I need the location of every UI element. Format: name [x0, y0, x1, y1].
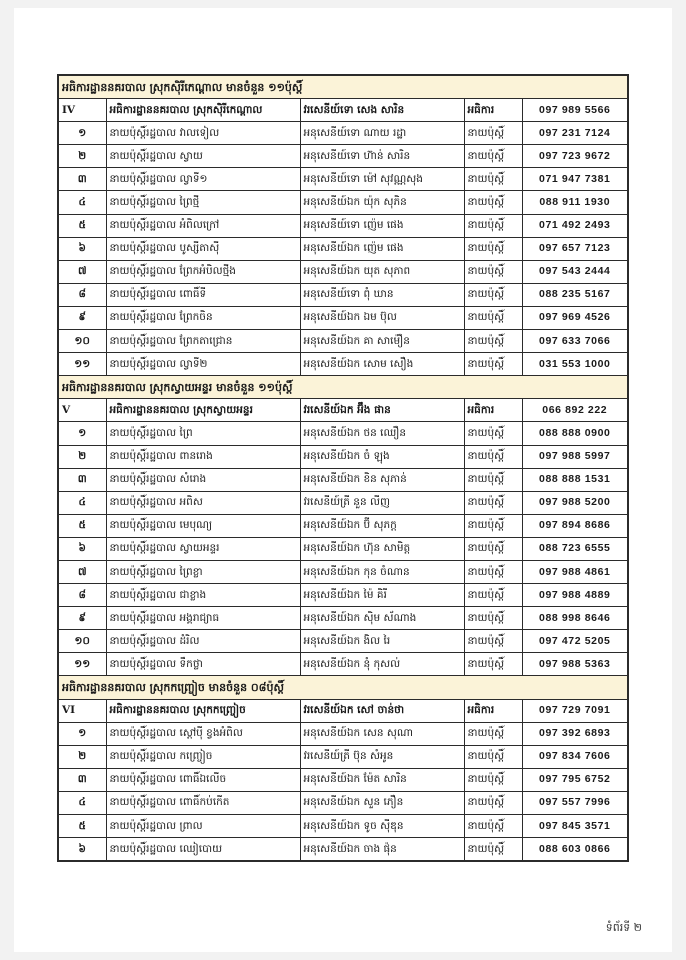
- officer-role: នាយប៉ុស្ដិ៍: [464, 537, 522, 560]
- table-row: [58, 722, 628, 745]
- unit-name: នាយប៉ុស្ដិ៍រដ្ឋបាល ព្រៃ: [106, 422, 300, 445]
- table-row: [58, 745, 628, 768]
- officer-name: អនុសេនីយ៍ឯក ម៉ៃ គិរី: [300, 584, 464, 607]
- officer-role: អធិការ: [464, 699, 522, 722]
- officer-name: វរសេនីយ៍ឯក អ៊ឹង ផាន: [300, 399, 464, 422]
- row-number: ៦: [58, 537, 106, 560]
- officer-role: នាយប៉ុស្ដិ៍: [464, 768, 522, 791]
- table-row: [58, 422, 628, 445]
- page-number: ទំព័រទី ២: [605, 921, 642, 934]
- row-number: ៥: [58, 514, 106, 537]
- unit-name: នាយប៉ុស្ដិ៍រដ្ឋបាល ព្រៃខ្លា: [106, 560, 300, 583]
- phone-number: 097 988 5200: [522, 491, 628, 514]
- phone-number: 097 723 9672: [522, 145, 628, 168]
- officer-role: នាយប៉ុស្ដិ៍: [464, 722, 522, 745]
- unit-name: នាយប៉ុស្ដិ៍រដ្ឋបាល វាលទៀល: [106, 122, 300, 145]
- unit-name: នាយប៉ុស្ដិ៍រដ្ឋបាល ល្វាទី១: [106, 168, 300, 191]
- row-number: ៤: [58, 191, 106, 214]
- officer-name: អនុសេនីយ៍ឯក កុន ចំណាន: [300, 560, 464, 583]
- officer-name: អនុសេនីយ៍ទោ ម៉ៅ សុវណ្ណសុង: [300, 168, 464, 191]
- officer-name: អនុសេនីយ៍ឯក ញ៉េម ផេង: [300, 237, 464, 260]
- officer-role: នាយប៉ុស្ដិ៍: [464, 260, 522, 283]
- unit-name: នាយប៉ុស្ដិ៍រដ្ឋបាល ព្រែកចិន: [106, 306, 300, 329]
- table-row: [58, 607, 628, 630]
- table-row: [58, 445, 628, 468]
- unit-name: នាយប៉ុស្ដិ៍រដ្ឋបាល អង្គរាជ្យាធ: [106, 607, 300, 630]
- table-row: [58, 815, 628, 838]
- unit-name: នាយប៉ុស្ដិ៍រដ្ឋបាល បូស្សីតាស៊ី: [106, 237, 300, 260]
- phone-number: 088 888 0900: [522, 422, 628, 445]
- officer-role: អធិការ: [464, 399, 522, 422]
- section-title: អធិការដ្ឋាននគរបាល ស្រុកស៊ិរីកេណ្ដាល មានចំនួន ១១ប៉ុស្ដិ៍: [58, 75, 628, 99]
- unit-name: នាយប៉ុស្ដិ៍រដ្ឋបាល ជាខ្លាង: [106, 584, 300, 607]
- officer-role: នាយប៉ុស្ដិ៍: [464, 306, 522, 329]
- officer-name: អនុសេនីយ៍ទោ ណាយ រដ្ឋា: [300, 122, 464, 145]
- unit-name: អធិការដ្ឋាននគរបាល ស្រុកកញ្ច្រៀច: [106, 699, 300, 722]
- officer-name: អនុសេនីយ៍ឯក សួន ភឿន: [300, 791, 464, 814]
- table-row: [58, 653, 628, 676]
- row-number: ៤: [58, 491, 106, 514]
- officer-name: អនុសេនីយ៍ទោ ហ៊ាន់ សារិន: [300, 145, 464, 168]
- unit-name: នាយប៉ុស្ដិ៍រដ្ឋបាល ពោធិ៍ឯលើច: [106, 768, 300, 791]
- table-row: [58, 330, 628, 353]
- unit-name: អធិការដ្ឋាននគរបាល ស្រុកស្វាយអន្ទរ: [106, 399, 300, 422]
- phone-number: 097 472 5205: [522, 630, 628, 653]
- officer-name: អនុសេនីយ៍ឯក នុំ កុសល់: [300, 653, 464, 676]
- unit-name: នាយប៉ុស្ដិ៍រដ្ឋបាល ស្ដៅប៉ី ខ្វងអំពិល: [106, 722, 300, 745]
- row-number: ៧: [58, 560, 106, 583]
- phone-number: 097 969 4526: [522, 306, 628, 329]
- phone-number: 097 988 5363: [522, 653, 628, 676]
- phone-number: 097 543 2444: [522, 260, 628, 283]
- officer-name: អនុសេនីយ៍ឯក ទូច ស៊ីឌុន: [300, 815, 464, 838]
- unit-name: នាយប៉ុស្ដិ៍រដ្ឋបាល ឈៀបោយ: [106, 838, 300, 862]
- table-row: [58, 630, 628, 653]
- section-number: IV: [58, 99, 106, 122]
- unit-name: នាយប៉ុស្ដិ៍រដ្ឋបាល ព្រៃថ្មី: [106, 191, 300, 214]
- row-number: ៣: [58, 168, 106, 191]
- table-row: [58, 237, 628, 260]
- officer-name: វរសេនីយ៍ទោ សេង សារិន: [300, 99, 464, 122]
- officer-name: អនុសេនីយ៍ឯក ឯម ប៊ុល: [300, 306, 464, 329]
- row-number: ៩: [58, 607, 106, 630]
- officer-role: នាយប៉ុស្ដិ៍: [464, 838, 522, 862]
- section-number: VI: [58, 699, 106, 722]
- unit-name: អធិការដ្ឋាននគរបាល ស្រុកស៊ិរីកេណ្ដាល: [106, 99, 300, 122]
- officer-name: អនុសេនីយ៍ឯក ប៊ី សុភក្ដ: [300, 514, 464, 537]
- row-number: ១១: [58, 653, 106, 676]
- officer-role: នាយប៉ុស្ដិ៍: [464, 745, 522, 768]
- unit-name: នាយប៉ុស្ដិ៍រដ្ឋបាល មេបុណ្យ: [106, 514, 300, 537]
- row-number: ៦: [58, 838, 106, 862]
- section-title-row: [58, 676, 628, 699]
- phone-number: 088 888 1531: [522, 468, 628, 491]
- unit-name: នាយប៉ុស្ដិ៍រដ្ឋបាល ស្វាយអន្ទរ: [106, 537, 300, 560]
- officer-role: នាយប៉ុស្ដិ៍: [464, 815, 522, 838]
- unit-name: នាយប៉ុស្ដិ៍រដ្ឋបាល អំពិលក្រៅ: [106, 214, 300, 237]
- officer-name: អនុសេនីយ៍ឯក សោម សឿង: [300, 353, 464, 376]
- section-title-row: [58, 75, 628, 99]
- police-directory-table: [57, 74, 629, 862]
- unit-name: នាយប៉ុស្ដិ៍រដ្ឋបាល ព្រែកតាជ្រោន: [106, 330, 300, 353]
- officer-name: អនុសេនីយ៍ឯក សេន សុណា: [300, 722, 464, 745]
- row-number: ៣: [58, 468, 106, 491]
- section-title: អធិការដ្ឋាននគរបាល ស្រុកស្វាយអន្ទរ មានចំនួន ១១ប៉ុស្ដិ៍: [58, 376, 628, 399]
- officer-name: អនុសេនីយ៍ឯក ស៊ិម ស័ណាង: [300, 607, 464, 630]
- officer-role: នាយប៉ុស្ដិ៍: [464, 191, 522, 214]
- phone-number: 088 603 0866: [522, 838, 628, 862]
- officer-name: អនុសេនីយ៍ឯក យុត សុភាព: [300, 260, 464, 283]
- phone-number: 097 988 4889: [522, 584, 628, 607]
- table-row: [58, 468, 628, 491]
- unit-name: នាយប៉ុស្ដិ៍រដ្ឋបាល ពានរោង: [106, 445, 300, 468]
- table-row: [58, 791, 628, 814]
- officer-name: វរសេនីយ៍ត្រី នួន លីញ: [300, 491, 464, 514]
- phone-number: 097 657 7123: [522, 237, 628, 260]
- section-title-row: [58, 376, 628, 399]
- officer-name: វរសេនីយ៍ឯក សៅ ចាន់ថា: [300, 699, 464, 722]
- row-number: ៨: [58, 283, 106, 306]
- phone-number: 088 235 5167: [522, 283, 628, 306]
- table-row: [58, 260, 628, 283]
- row-number: ៧: [58, 260, 106, 283]
- phone-number: 071 492 2493: [522, 214, 628, 237]
- table-row: [58, 191, 628, 214]
- phone-number: 097 988 4861: [522, 560, 628, 583]
- table-row: [58, 145, 628, 168]
- phone-number: 097 795 6752: [522, 768, 628, 791]
- unit-name: នាយប៉ុស្ដិ៍រដ្ឋបាល ព្រែកអំបិលថ្មីង: [106, 260, 300, 283]
- officer-role: អធិការ: [464, 99, 522, 122]
- phone-number: 066 892 222: [522, 399, 628, 422]
- row-number: ២: [58, 145, 106, 168]
- table-row: [58, 214, 628, 237]
- table-row: [58, 283, 628, 306]
- district-head-row: [58, 99, 628, 122]
- table-row: [58, 560, 628, 583]
- table-row: [58, 838, 628, 862]
- unit-name: នាយប៉ុស្ដិ៍រដ្ឋបាល ពោធិ៍កប់កើត: [106, 791, 300, 814]
- unit-name: នាយប៉ុស្ដិ៍រដ្ឋបាល ព្រាល: [106, 815, 300, 838]
- unit-name: នាយប៉ុស្ដិ៍រដ្ឋបាល កញ្ច្រៀច: [106, 745, 300, 768]
- unit-name: នាយប៉ុស្ដិ៍រដ្ឋបាល ស្វាយ: [106, 145, 300, 168]
- phone-number: 097 894 8686: [522, 514, 628, 537]
- officer-role: នាយប៉ុស្ដិ៍: [464, 445, 522, 468]
- row-number: ៤: [58, 791, 106, 814]
- phone-number: 088 998 8646: [522, 607, 628, 630]
- officer-name: អនុសេនីយ៍ទោ ពុំ ឃាន: [300, 283, 464, 306]
- officer-name: អនុសេនីយ៍ឯក ថន ឈឿន: [300, 422, 464, 445]
- officer-name: អនុសេនីយ៍ទោ ញ៉េម ផេង: [300, 214, 464, 237]
- row-number: ១០: [58, 330, 106, 353]
- district-head-row: [58, 399, 628, 422]
- phone-number: 097 834 7606: [522, 745, 628, 768]
- unit-name: នាយប៉ុស្ដិ៍រដ្ឋបាល អពិស: [106, 491, 300, 514]
- row-number: ៦: [58, 237, 106, 260]
- officer-name: អនុសេនីយ៍ឯក ចាង ផ៉ុន: [300, 838, 464, 862]
- officer-role: នាយប៉ុស្ដិ៍: [464, 237, 522, 260]
- officer-role: នាយប៉ុស្ដិ៍: [464, 145, 522, 168]
- officer-role: នាយប៉ុស្ដិ៍: [464, 560, 522, 583]
- phone-number: 097 988 5997: [522, 445, 628, 468]
- phone-number: 088 911 1930: [522, 191, 628, 214]
- officer-name: អនុសេនីយ៍ឯក គា សាម៉ឿន: [300, 330, 464, 353]
- phone-number: 031 553 1000: [522, 353, 628, 376]
- officer-role: នាយប៉ុស្ដិ៍: [464, 630, 522, 653]
- officer-role: នាយប៉ុស្ដិ៍: [464, 353, 522, 376]
- row-number: ៥: [58, 214, 106, 237]
- table-row: [58, 514, 628, 537]
- officer-role: នាយប៉ុស្ដិ៍: [464, 514, 522, 537]
- row-number: ១: [58, 422, 106, 445]
- unit-name: នាយប៉ុស្ដិ៍រដ្ឋបាល ពោធិ៍ទី: [106, 283, 300, 306]
- row-number: ១១: [58, 353, 106, 376]
- officer-role: នាយប៉ុស្ដិ៍: [464, 214, 522, 237]
- section-title: អធិការដ្ឋាននគរបាល ស្រុកកញ្ច្រៀច មានចំនួន ០៨ប៉ុស្ដិ៍: [58, 676, 628, 699]
- phone-number: 097 392 6893: [522, 722, 628, 745]
- officer-role: នាយប៉ុស្ដិ៍: [464, 791, 522, 814]
- phone-number: 097 557 7996: [522, 791, 628, 814]
- row-number: ២: [58, 745, 106, 768]
- row-number: ៥: [58, 815, 106, 838]
- table-row: [58, 306, 628, 329]
- row-number: ៨: [58, 584, 106, 607]
- table-row: [58, 768, 628, 791]
- phone-number: 097 231 7124: [522, 122, 628, 145]
- row-number: ៩: [58, 306, 106, 329]
- table-row: [58, 584, 628, 607]
- officer-role: នាយប៉ុស្ដិ៍: [464, 468, 522, 491]
- phone-number: 088 723 6555: [522, 537, 628, 560]
- officer-name: អនុសេនីយ៍ឯក ហ៊ុន សាមិត្ដ: [300, 537, 464, 560]
- row-number: ១: [58, 122, 106, 145]
- officer-role: នាយប៉ុស្ដិ៍: [464, 607, 522, 630]
- officer-name: អនុសេនីយ៍ឯក ងិល រៃ: [300, 630, 464, 653]
- phone-number: 071 947 7381: [522, 168, 628, 191]
- unit-name: នាយប៉ុស្ដិ៍រដ្ឋបាល ល្វាទី២: [106, 353, 300, 376]
- unit-name: នាយប៉ុស្ដិ៍រដ្ឋបាល សំរោង: [106, 468, 300, 491]
- officer-role: នាយប៉ុស្ដិ៍: [464, 491, 522, 514]
- officer-role: នាយប៉ុស្ដិ៍: [464, 283, 522, 306]
- officer-role: នាយប៉ុស្ដិ៍: [464, 330, 522, 353]
- table-row: [58, 122, 628, 145]
- phone-number: 097 729 7091: [522, 699, 628, 722]
- table-row: [58, 168, 628, 191]
- row-number: ៣: [58, 768, 106, 791]
- unit-name: នាយប៉ុស្ដិ៍រដ្ឋបាល ដំរិល: [106, 630, 300, 653]
- phone-number: 097 989 5566: [522, 99, 628, 122]
- officer-name: អនុសេនីយ៍ឯក ម៉ែត សារិន: [300, 768, 464, 791]
- officer-name: អនុសេនីយ៍ឯក ខិន សុភាន់: [300, 468, 464, 491]
- directory-body: [58, 75, 628, 861]
- row-number: ១: [58, 722, 106, 745]
- officer-role: នាយប៉ុស្ដិ៍: [464, 653, 522, 676]
- officer-role: នាយប៉ុស្ដិ៍: [464, 422, 522, 445]
- officer-role: នាយប៉ុស្ដិ៍: [464, 122, 522, 145]
- district-head-row: [58, 699, 628, 722]
- phone-number: 097 633 7066: [522, 330, 628, 353]
- officer-role: នាយប៉ុស្ដិ៍: [464, 584, 522, 607]
- officer-role: នាយប៉ុស្ដិ៍: [464, 168, 522, 191]
- unit-name: នាយប៉ុស្ដិ៍រដ្ឋបាល ទឹកថ្លា: [106, 653, 300, 676]
- table-row: [58, 491, 628, 514]
- row-number: ២: [58, 445, 106, 468]
- table-row: [58, 353, 628, 376]
- officer-name: អនុសេនីយ៍ឯក យ៉ុក សុភិន: [300, 191, 464, 214]
- officer-name: អនុសេនីយ៍ឯក ចំ ឡុង: [300, 445, 464, 468]
- section-number: V: [58, 399, 106, 422]
- officer-name: វរសេនីយ៍ត្រី ប៊ុន សំអូន: [300, 745, 464, 768]
- table-row: [58, 537, 628, 560]
- row-number: ១០: [58, 630, 106, 653]
- phone-number: 097 845 3571: [522, 815, 628, 838]
